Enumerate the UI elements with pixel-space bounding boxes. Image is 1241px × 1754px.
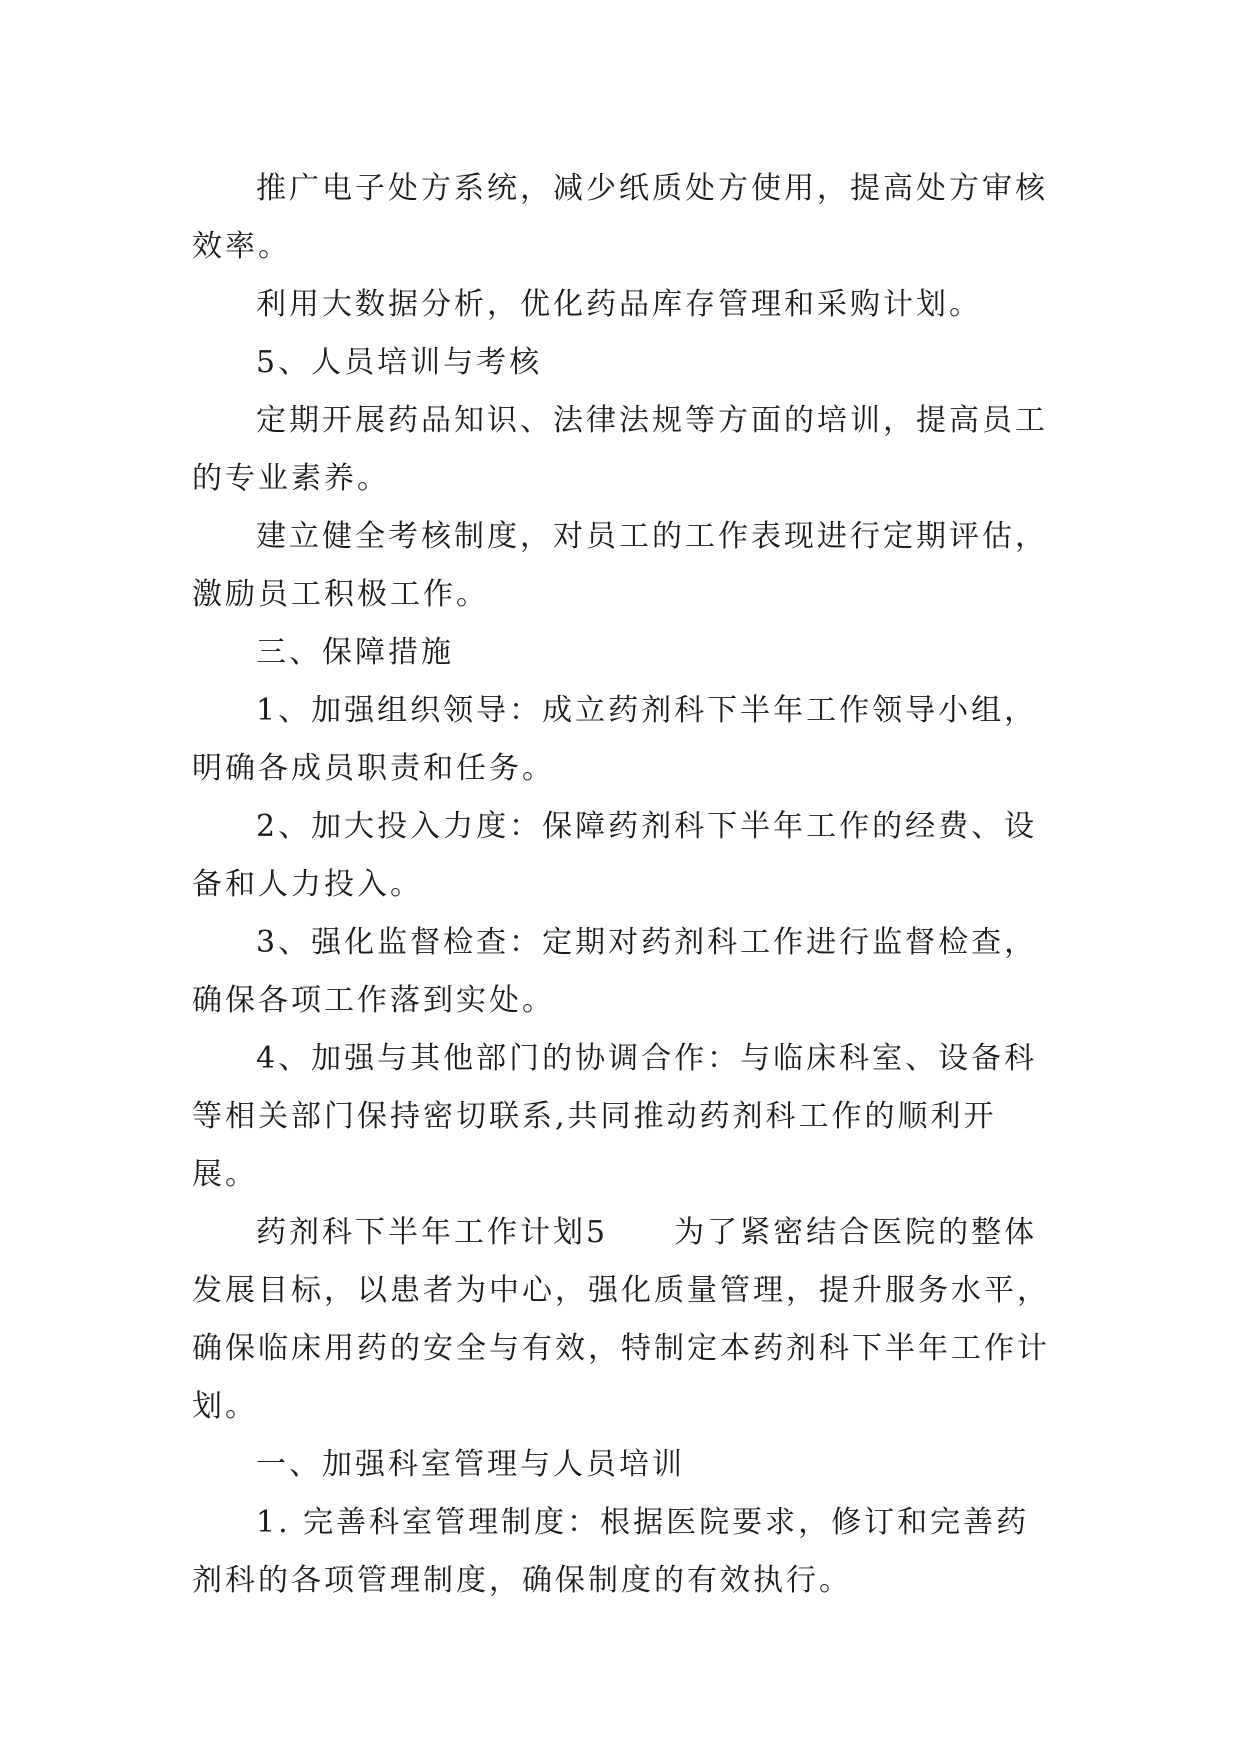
paragraph: 3、强化监督检查：定期对药剂科工作进行监督检查，确保各项工作落到实处。 [192, 925, 1038, 1018]
section-heading: 一、加强科室管理与人员培训 [256, 1447, 685, 1482]
paragraph: 1、加强组织领导：成立药剂科下半年工作领导小组，明确各成员职责和任务。 [192, 693, 1038, 786]
paragraph: 定期开展药品知识、法律法规等方面的培训，提高员工的专业素养。 [192, 403, 1048, 496]
paragraph: 利用大数据分析，优化药品库存管理和采购计划。 [256, 287, 982, 322]
paragraph: 4、加强与其他部门的协调合作：与临床科室、设备科等相关部门保持密切联系,共同推动药剂科工作的顺利开展。 [192, 1041, 1038, 1192]
paragraph: 1. 完善科室管理制度：根据医院要求，修订和完善药剂科的各项管理制度，确保制度的有效执行。 [192, 1505, 1030, 1598]
paragraph: 建立健全考核制度，对员工的工作表现进行定期评估，激励员工积极工作。 [192, 519, 1048, 612]
paragraph: 推广电子处方系统，减少纸质处方使用，提高处方审核效率。 [192, 171, 1048, 264]
section-heading: 三、保障措施 [256, 635, 454, 670]
paragraph: 2、加大投入力度：保障药剂科下半年工作的经费、设备和人力投入。 [192, 809, 1038, 902]
document-body [192, 160, 1052, 1610]
paragraph: 药剂科下半年工作计划5 为了紧密结合医院的整体发展目标，以患者为中心，强化质量管理，提升服务水平，确保临床用药的安全与有效，特制定本药剂科下半年工作计划。 [192, 1215, 1050, 1424]
section-heading: 5、人员培训与考核 [256, 345, 543, 380]
